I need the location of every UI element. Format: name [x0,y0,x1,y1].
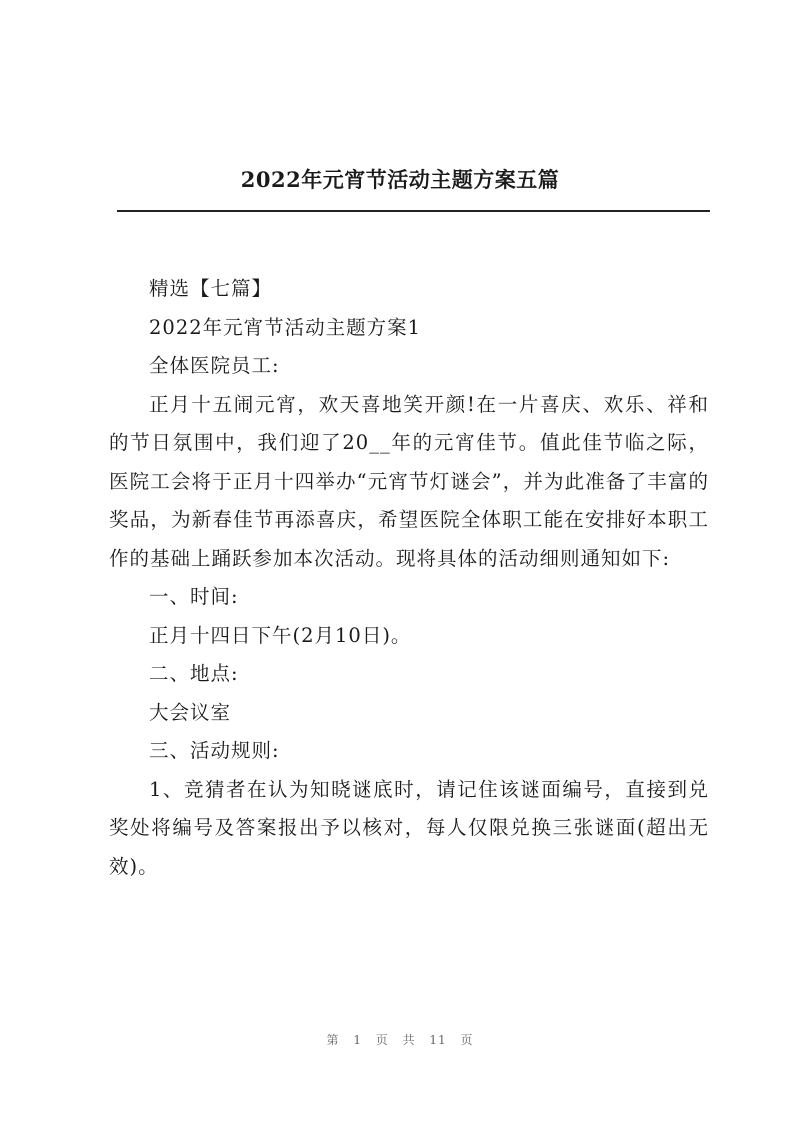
paragraph-selection-note: 精选【七篇】 [149,277,273,300]
paragraph-location-heading: 二、地点: [149,662,239,685]
paragraph-rule-1: 1、竞猜者在认为知晓谜底时，请记住该谜面编号，直接到兑奖处将编号及答案报出予以核对，每人仅限兑换三张谜面(超出无效)。 [109,777,709,878]
paragraph-location-detail: 大会议室 [149,700,232,724]
title-divider [117,210,710,212]
paragraph-intro: 正月十五闹元宵，欢天喜地笑开颜!在一片喜庆、欢乐、祥和的节日氛围中，我们迎了20__年的元宵佳节。值此佳节临之际，医院工会将于正月十四举办“元宵节灯谜会”，并为此准备了丰富的奖品，为新春佳节再添喜庆，希望医院全体职工能在安排好本职工作的基础上踊跃参加本次活动。现将具体的活动细则通知如下: [109,392,709,570]
paragraph-salutation: 全体医院员工: [149,354,280,377]
paragraph-section-heading: 2022年元宵节活动主题方案1 [149,315,422,339]
paragraph-time-detail: 正月十四日下午(2月10日)。 [149,623,412,647]
page-number-footer: 第 1 页 共 11 页 [326,1033,474,1047]
paragraph-rules-heading: 三、活动规则: [149,739,280,762]
paragraph-time-heading: 一、时间: [149,585,239,608]
document-title: 2022年元宵节活动主题方案五篇 [240,167,560,192]
document-body [109,270,709,886]
